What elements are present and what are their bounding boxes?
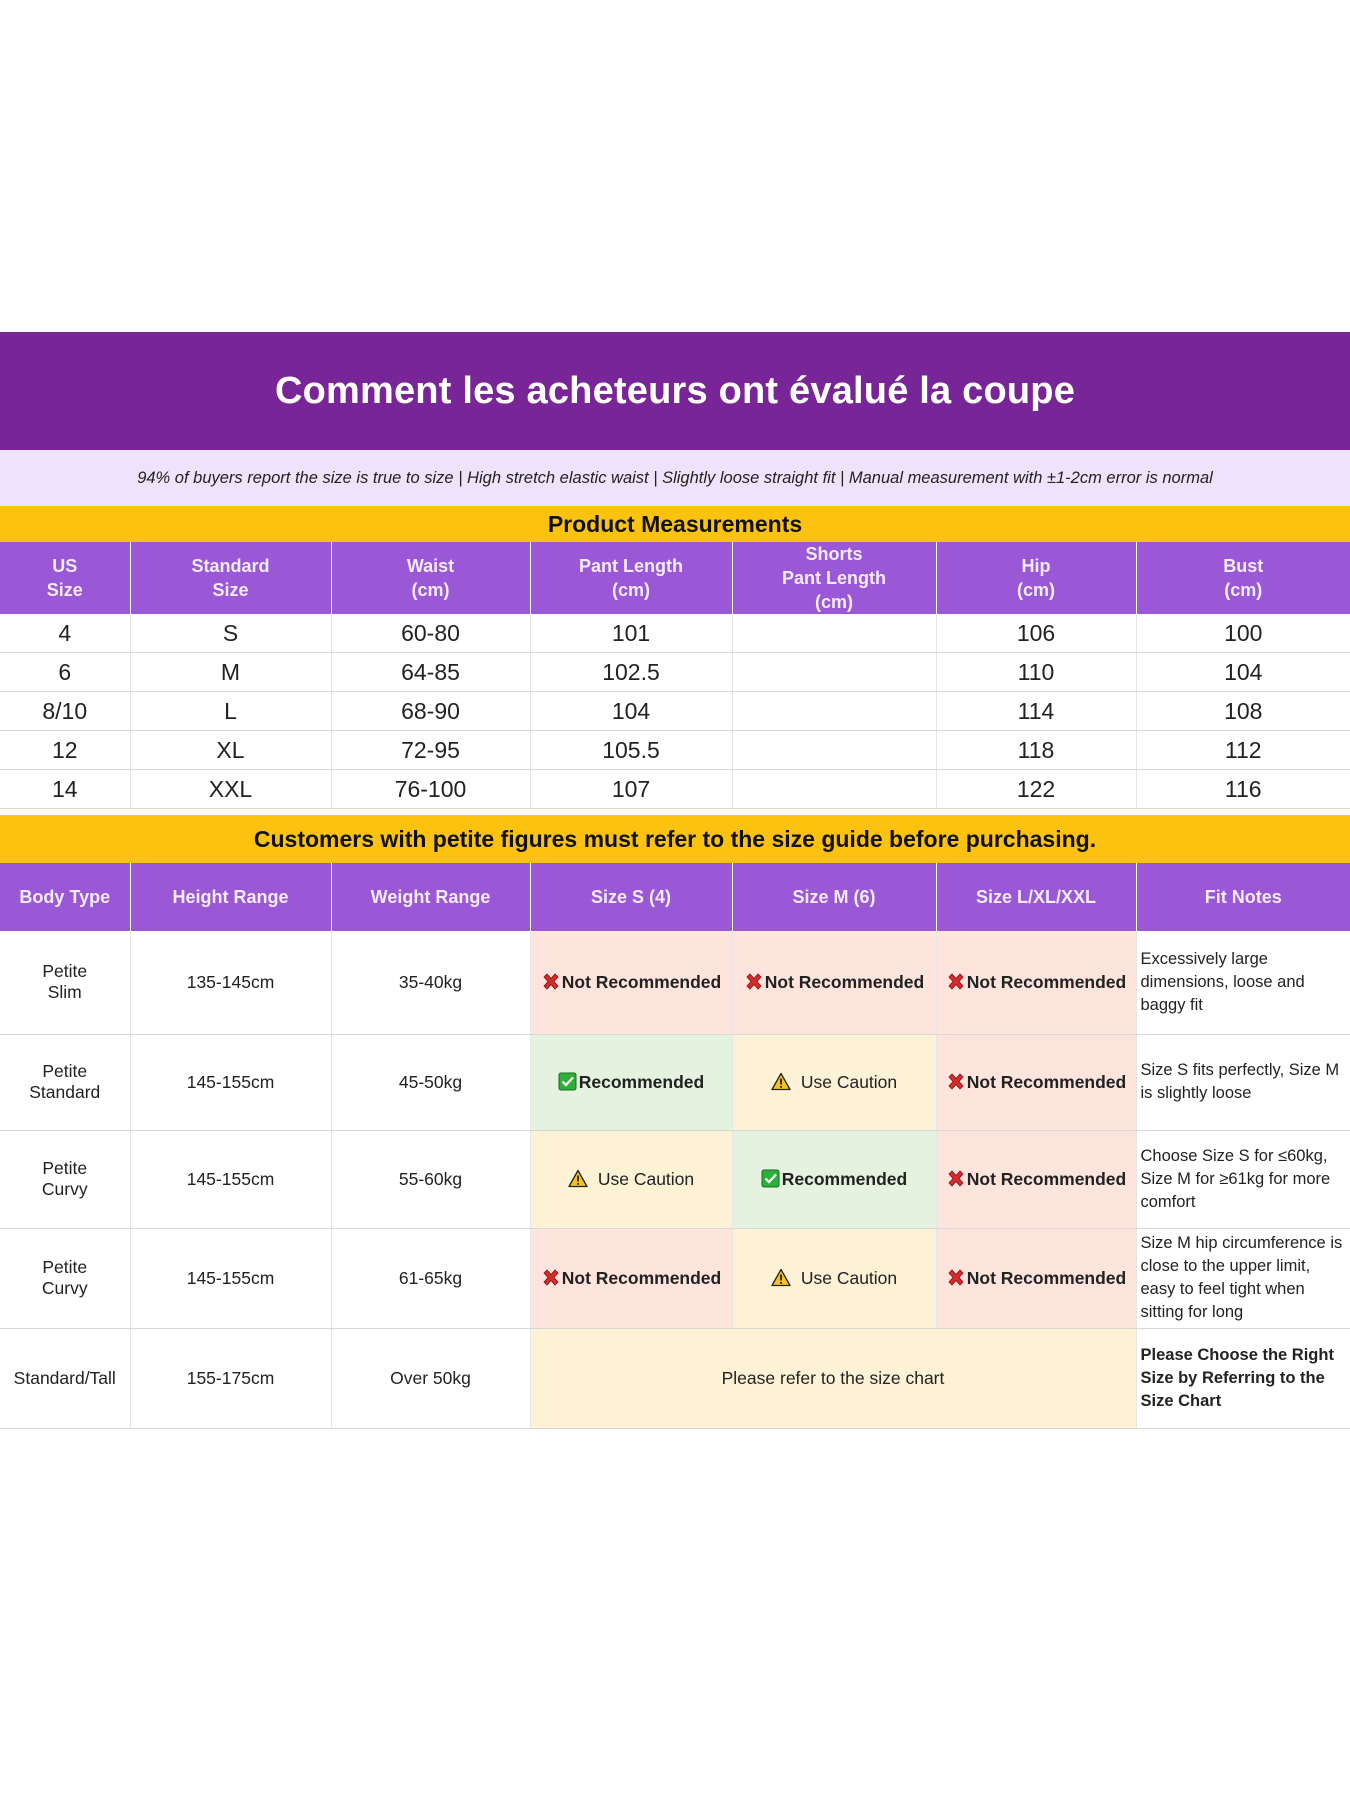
waist-cell: 72-95 [331, 731, 530, 770]
warning-triangle-icon [771, 1268, 791, 1287]
pant-length-cell: 105.5 [530, 731, 732, 770]
fit-notes-cell: Excessively large dimensions, loose and baggy fit [1136, 931, 1350, 1034]
guide-row [0, 1034, 1350, 1130]
header-fit-notes: Fit Notes [1136, 863, 1350, 931]
red-x-icon [744, 972, 764, 991]
size-s-rating: Recommended [530, 1034, 732, 1130]
size-chart-sheet [0, 332, 1350, 1429]
measurement-row [0, 770, 1350, 809]
standard-size-cell: M [130, 653, 331, 692]
header-hip: Hip (cm) [936, 542, 1136, 614]
bust-cell: 108 [1136, 692, 1350, 731]
header-body-type: Body Type [0, 863, 130, 931]
weight-cell: 45-50kg [331, 1034, 530, 1130]
size-m-rating: Use Caution [732, 1228, 936, 1328]
body-type-cell: Petite Curvy [0, 1130, 130, 1228]
pant-length-cell: 101 [530, 614, 732, 653]
subtitle: 94% of buyers report the size is true to size | High stretch elastic waist | Slightly loose straight fit | Manual measurement with ±1-2cm error is normal [0, 450, 1350, 506]
size-chart-reference-cell: Please refer to the size chart [530, 1328, 1136, 1428]
body-type-cell: Petite Standard [0, 1034, 130, 1130]
measurement-row [0, 653, 1350, 692]
measurements-band-title: Product Measurements [0, 506, 1350, 542]
measurements-header-row [0, 542, 1350, 614]
standard-size-cell: XL [130, 731, 331, 770]
body-type-cell: Standard/Tall [0, 1328, 130, 1428]
size-lxl-rating: Not Recommended [936, 931, 1136, 1034]
height-cell: 145-155cm [130, 1228, 331, 1328]
standard-size-cell: S [130, 614, 331, 653]
us-size-cell: 12 [0, 731, 130, 770]
waist-cell: 64-85 [331, 653, 530, 692]
waist-cell: 68-90 [331, 692, 530, 731]
us-size-cell: 8/10 [0, 692, 130, 731]
size-lxl-rating: Not Recommended [936, 1130, 1136, 1228]
hip-cell: 118 [936, 731, 1136, 770]
size-lxl-rating: Not Recommended [936, 1034, 1136, 1130]
hip-cell: 114 [936, 692, 1136, 731]
size-m-rating: Use Caution [732, 1034, 936, 1130]
weight-cell: 55-60kg [331, 1130, 530, 1228]
red-x-icon [541, 972, 561, 991]
hip-cell: 110 [936, 653, 1136, 692]
warning-triangle-icon [568, 1169, 588, 1188]
height-cell: 135-145cm [130, 931, 331, 1034]
us-size-cell: 4 [0, 614, 130, 653]
size-m-rating: Not Recommended [732, 931, 936, 1034]
red-x-icon [946, 1268, 966, 1287]
header-bust: Bust (cm) [1136, 542, 1350, 614]
bust-cell: 112 [1136, 731, 1350, 770]
height-cell: 145-155cm [130, 1034, 331, 1130]
bust-cell: 104 [1136, 653, 1350, 692]
size-guide-table [0, 863, 1350, 1429]
header-waist: Waist (cm) [331, 542, 530, 614]
green-check-icon [761, 1169, 781, 1188]
bust-cell: 116 [1136, 770, 1350, 809]
header-shorts-pant-length: Shorts Pant Length (cm) [732, 542, 936, 614]
height-cell: 145-155cm [130, 1130, 331, 1228]
guide-row [0, 1130, 1350, 1228]
pant-length-cell: 107 [530, 770, 732, 809]
header-height-range: Height Range [130, 863, 331, 931]
green-check-icon [558, 1072, 578, 1091]
size-m-rating: Recommended [732, 1130, 936, 1228]
red-x-icon [946, 1169, 966, 1188]
header-size-l-xl-xxl: Size L/XL/XXL [936, 863, 1136, 931]
fit-notes-cell: Please Choose the Right Size by Referring to the Size Chart [1136, 1328, 1350, 1428]
weight-cell: 35-40kg [331, 931, 530, 1034]
shorts-length-cell [732, 731, 936, 770]
standard-size-cell: XXL [130, 770, 331, 809]
header-us-size: US Size [0, 542, 130, 614]
height-cell: 155-175cm [130, 1328, 331, 1428]
shorts-length-cell [732, 692, 936, 731]
header-pant-length: Pant Length (cm) [530, 542, 732, 614]
hip-cell: 122 [936, 770, 1136, 809]
size-lxl-rating: Not Recommended [936, 1228, 1136, 1328]
header-size-m: Size M (6) [732, 863, 936, 931]
pant-length-cell: 104 [530, 692, 732, 731]
hip-cell: 106 [936, 614, 1136, 653]
body-type-cell: Petite Slim [0, 931, 130, 1034]
red-x-icon [541, 1268, 561, 1287]
header-weight-range: Weight Range [331, 863, 530, 931]
size-s-rating: Not Recommended [530, 931, 732, 1034]
standard-size-cell: L [130, 692, 331, 731]
size-s-rating: Not Recommended [530, 1228, 732, 1328]
fit-notes-cell: Size S fits perfectly, Size M is slightly loose [1136, 1034, 1350, 1130]
fit-notes-cell: Size M hip circumference is close to the upper limit, easy to feel tight when sitting for long [1136, 1228, 1350, 1328]
red-x-icon [946, 1072, 966, 1091]
measurement-row [0, 731, 1350, 770]
measurement-row [0, 614, 1350, 653]
guide-row [0, 931, 1350, 1034]
waist-cell: 60-80 [331, 614, 530, 653]
header-size-s: Size S (4) [530, 863, 732, 931]
shorts-length-cell [732, 653, 936, 692]
weight-cell: 61-65kg [331, 1228, 530, 1328]
shorts-length-cell [732, 614, 936, 653]
warning-triangle-icon [771, 1072, 791, 1091]
weight-cell: Over 50kg [331, 1328, 530, 1428]
bust-cell: 100 [1136, 614, 1350, 653]
shorts-length-cell [732, 770, 936, 809]
red-x-icon [946, 972, 966, 991]
page-title: Comment les acheteurs ont évalué la coupe [0, 332, 1350, 450]
guide-row [0, 1228, 1350, 1328]
header-standard-size: Standard Size [130, 542, 331, 614]
waist-cell: 76-100 [331, 770, 530, 809]
measurements-table [0, 542, 1350, 809]
guide-row [0, 1328, 1350, 1428]
size-s-rating: Use Caution [530, 1130, 732, 1228]
size-guide-band-title: Customers with petite figures must refer to the size guide before purchasing. [0, 815, 1350, 863]
us-size-cell: 6 [0, 653, 130, 692]
us-size-cell: 14 [0, 770, 130, 809]
pant-length-cell: 102.5 [530, 653, 732, 692]
body-type-cell: Petite Curvy [0, 1228, 130, 1328]
guide-header-row [0, 863, 1350, 931]
fit-notes-cell: Choose Size S for ≤60kg, Size M for ≥61kg for more comfort [1136, 1130, 1350, 1228]
measurement-row [0, 692, 1350, 731]
